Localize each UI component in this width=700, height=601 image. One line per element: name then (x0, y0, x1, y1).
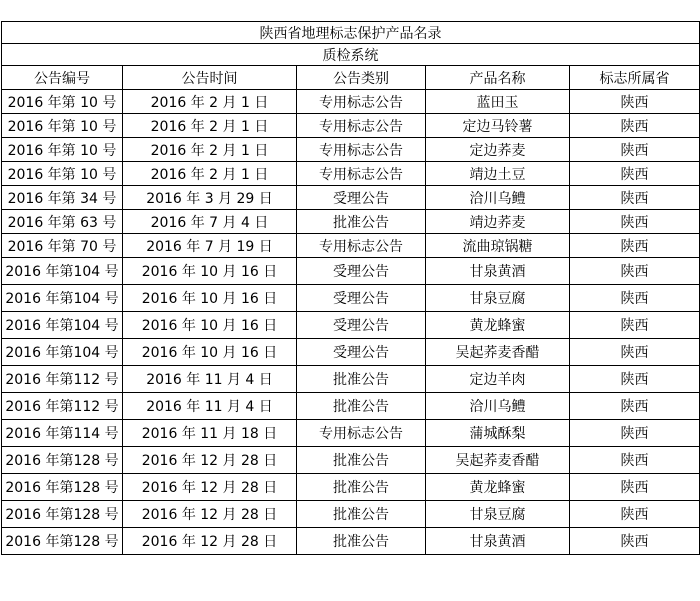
announcement-type-cell: 专用标志公告 (297, 90, 426, 114)
announcement-number-cell: 2016 年第128 号 (2, 501, 123, 528)
province-cell: 陕西 (570, 138, 700, 162)
system-row (2, 44, 700, 66)
announcement-number-cell: 2016 年第 63 号 (2, 210, 123, 234)
header-announcement-type: 公告类别 (297, 66, 426, 90)
table-row (2, 285, 700, 312)
announcement-type-cell: 专用标志公告 (297, 420, 426, 447)
announcement-number-cell: 2016 年第114 号 (2, 420, 123, 447)
table-row (2, 393, 700, 420)
announcement-type-cell: 批准公告 (297, 501, 426, 528)
announcement-number-cell: 2016 年第128 号 (2, 447, 123, 474)
province-cell: 陕西 (570, 528, 700, 555)
announcement-date-cell: 2016 年 2 月 1 日 (123, 138, 297, 162)
header-province: 标志所属省 (570, 66, 700, 90)
province-cell: 陕西 (570, 258, 700, 285)
product-register-table (1, 21, 700, 555)
announcement-number-cell: 2016 年第 70 号 (2, 234, 123, 258)
table-row (2, 186, 700, 210)
table-row (2, 312, 700, 339)
announcement-number-cell: 2016 年第 10 号 (2, 162, 123, 186)
province-cell: 陕西 (570, 285, 700, 312)
announcement-date-cell: 2016 年 11 月 18 日 (123, 420, 297, 447)
table-row (2, 420, 700, 447)
table-row (2, 90, 700, 114)
province-cell: 陕西 (570, 339, 700, 366)
province-cell: 陕西 (570, 501, 700, 528)
announcement-number-cell: 2016 年第104 号 (2, 339, 123, 366)
product-name-cell: 定边荞麦 (426, 138, 570, 162)
province-cell: 陕西 (570, 114, 700, 138)
announcement-number-cell: 2016 年第112 号 (2, 393, 123, 420)
table-row (2, 210, 700, 234)
table-row (2, 339, 700, 366)
announcement-date-cell: 2016 年 11 月 4 日 (123, 366, 297, 393)
header-product-name: 产品名称 (426, 66, 570, 90)
announcement-type-cell: 专用标志公告 (297, 234, 426, 258)
product-name-cell: 甘泉豆腐 (426, 501, 570, 528)
province-cell: 陕西 (570, 186, 700, 210)
announcement-type-cell: 专用标志公告 (297, 138, 426, 162)
product-name-cell: 蓝田玉 (426, 90, 570, 114)
product-name-cell: 流曲琼锅糖 (426, 234, 570, 258)
announcement-date-cell: 2016 年 11 月 4 日 (123, 393, 297, 420)
header-row (2, 66, 700, 90)
announcement-type-cell: 批准公告 (297, 474, 426, 501)
announcement-number-cell: 2016 年第128 号 (2, 528, 123, 555)
product-name-cell: 甘泉黄酒 (426, 528, 570, 555)
announcement-type-cell: 受理公告 (297, 339, 426, 366)
table-row (2, 114, 700, 138)
announcement-type-cell: 受理公告 (297, 285, 426, 312)
announcement-type-cell: 专用标志公告 (297, 162, 426, 186)
province-cell: 陕西 (570, 312, 700, 339)
announcement-number-cell: 2016 年第 10 号 (2, 138, 123, 162)
product-name-cell: 蒲城酥梨 (426, 420, 570, 447)
announcement-date-cell: 2016 年 2 月 1 日 (123, 162, 297, 186)
product-name-cell: 洽川乌鳢 (426, 393, 570, 420)
product-name-cell: 甘泉黄酒 (426, 258, 570, 285)
province-cell: 陕西 (570, 474, 700, 501)
product-name-cell: 定边马铃薯 (426, 114, 570, 138)
announcement-date-cell: 2016 年 2 月 1 日 (123, 114, 297, 138)
province-cell: 陕西 (570, 162, 700, 186)
announcement-date-cell: 2016 年 12 月 28 日 (123, 528, 297, 555)
announcement-date-cell: 2016 年 3 月 29 日 (123, 186, 297, 210)
announcement-type-cell: 批准公告 (297, 447, 426, 474)
announcement-date-cell: 2016 年 10 月 16 日 (123, 339, 297, 366)
announcement-number-cell: 2016 年第 10 号 (2, 114, 123, 138)
product-name-cell: 定边羊肉 (426, 366, 570, 393)
announcement-type-cell: 受理公告 (297, 312, 426, 339)
header-announcement-number: 公告编号 (2, 66, 123, 90)
product-name-cell: 吴起荞麦香醋 (426, 339, 570, 366)
table-row (2, 366, 700, 393)
announcement-number-cell: 2016 年第104 号 (2, 258, 123, 285)
announcement-number-cell: 2016 年第 10 号 (2, 90, 123, 114)
table-row (2, 138, 700, 162)
province-cell: 陕西 (570, 234, 700, 258)
announcement-type-cell: 专用标志公告 (297, 114, 426, 138)
announcement-date-cell: 2016 年 10 月 16 日 (123, 312, 297, 339)
province-cell: 陕西 (570, 210, 700, 234)
product-name-cell: 洽川乌鳢 (426, 186, 570, 210)
announcement-number-cell: 2016 年第112 号 (2, 366, 123, 393)
announcement-number-cell: 2016 年第128 号 (2, 474, 123, 501)
province-cell: 陕西 (570, 366, 700, 393)
header-announcement-date: 公告时间 (123, 66, 297, 90)
province-cell: 陕西 (570, 393, 700, 420)
table-row (2, 474, 700, 501)
table-row (2, 447, 700, 474)
announcement-number-cell: 2016 年第 34 号 (2, 186, 123, 210)
announcement-type-cell: 受理公告 (297, 186, 426, 210)
table-row (2, 528, 700, 555)
announcement-date-cell: 2016 年 12 月 28 日 (123, 447, 297, 474)
product-name-cell: 黄龙蜂蜜 (426, 312, 570, 339)
announcement-type-cell: 批准公告 (297, 366, 426, 393)
province-cell: 陕西 (570, 420, 700, 447)
announcement-date-cell: 2016 年 7 月 19 日 (123, 234, 297, 258)
table-row (2, 162, 700, 186)
province-cell: 陕西 (570, 447, 700, 474)
announcement-date-cell: 2016 年 10 月 16 日 (123, 258, 297, 285)
table-row (2, 234, 700, 258)
announcement-type-cell: 批准公告 (297, 210, 426, 234)
announcement-date-cell: 2016 年 12 月 28 日 (123, 474, 297, 501)
announcement-date-cell: 2016 年 2 月 1 日 (123, 90, 297, 114)
announcement-type-cell: 批准公告 (297, 393, 426, 420)
title-row (2, 22, 700, 44)
announcement-number-cell: 2016 年第104 号 (2, 285, 123, 312)
table-body (2, 90, 700, 555)
table-row (2, 501, 700, 528)
announcement-number-cell: 2016 年第104 号 (2, 312, 123, 339)
announcement-type-cell: 受理公告 (297, 258, 426, 285)
province-cell: 陕西 (570, 90, 700, 114)
product-name-cell: 黄龙蜂蜜 (426, 474, 570, 501)
announcement-type-cell: 批准公告 (297, 528, 426, 555)
announcement-date-cell: 2016 年 7 月 4 日 (123, 210, 297, 234)
product-name-cell: 甘泉豆腐 (426, 285, 570, 312)
system-label: 质检系统 (2, 44, 700, 66)
table-row (2, 258, 700, 285)
product-name-cell: 靖边荞麦 (426, 210, 570, 234)
announcement-date-cell: 2016 年 12 月 28 日 (123, 501, 297, 528)
product-name-cell: 靖边土豆 (426, 162, 570, 186)
announcement-date-cell: 2016 年 10 月 16 日 (123, 285, 297, 312)
product-name-cell: 吴起荞麦香醋 (426, 447, 570, 474)
document-title: 陕西省地理标志保护产品名录 (2, 22, 700, 44)
